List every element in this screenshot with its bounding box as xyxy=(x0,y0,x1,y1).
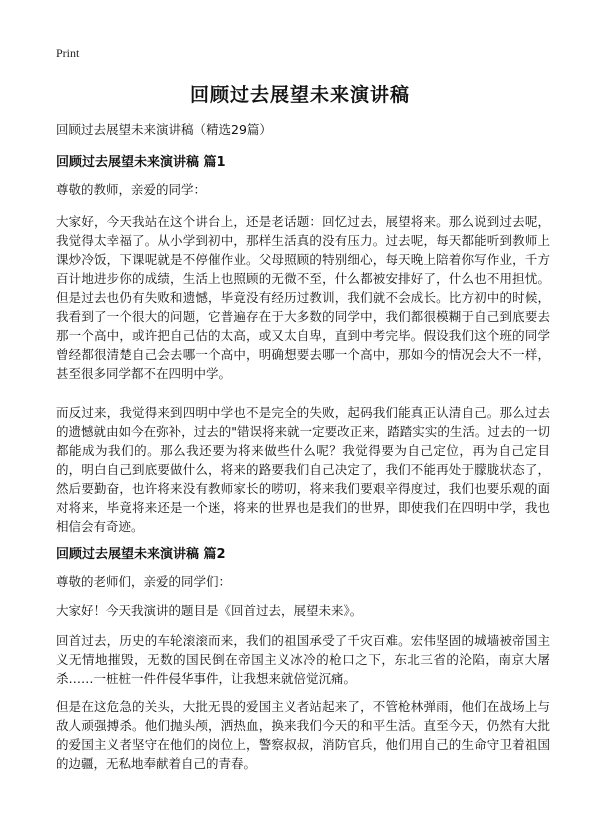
print-link[interactable]: Print xyxy=(56,46,80,60)
paragraph: 而反过来，我觉得来到四明中学也不是完全的失败，起码我们能真正认清自己。那么过去的遗憾就由如今在弥补，过去的"错误将来就一定要改正来，踏踏实实的生活。过去的一切都能成为我们的。那么我还要为将来做些什么呢？我觉得要为自己定位，再为自己定目的，明白自己到底要做什么，将来的路要我们自己决定了，我们不能再处于朦胧状态了，然后要勤奋，也许将来没有教师家长的唠叨，将来我们要艰辛得度过，我们也要乐观的面对将来，毕竟将来还是一个迷，将来的世界也是我们的世界，即使我们在四明中学，我也相信会有奇迹。 xyxy=(56,405,550,534)
paragraph: 大家好，今天我站在这个讲台上，还是老话题：回忆过去，展望将来。那么说到过去呢，我觉得太幸福了。从小学到初中，那样生活真的没有压力。过去呢，每天都能听到教师上课炒冷饭，下课呢就是不停催作业。父母照顾的特别细心，每天晚上陪着你写作业，千方百计地进步你的成绩，生活上也照顾的无微不至，什么都被安排好了，什么也不用担忧。但是过去也仍有失败和遗憾，毕竟没有经历过教训，我们就不会成长。比方初中的时候，我看到了一个很大的问题，它普遍存在于大多数的同学中，我们都很模糊于自己到底要去那一个高中，或许把自己估的太高，或又太自卑，直到中考完毕。假设我们这个班的同学曾经都很清楚自己会去哪一个高中，明确想要去哪一个高中，那如今的情况会大不一样，甚至很多同学都不在四明中学。 xyxy=(56,214,550,381)
section-heading: 回顾过去展望未来演讲稿 篇2 xyxy=(56,547,226,562)
paragraph: 尊敬的教师，亲爱的同学： xyxy=(56,182,207,197)
paragraph: 回首过去，历史的车轮滚滚而来，我们的祖国承受了千灾百难。宏伟坚固的城墙被帝国主义无情地摧毁，无数的国民倒在帝国主义冰冷的枪口之下，东北三省的沦陷，南京大屠杀……一桩桩一件件侵华事件，让我想来就倍觉沉痛。 xyxy=(56,633,550,686)
document-title: 回顾过去展望未来演讲稿 xyxy=(189,84,410,106)
section-heading: 回顾过去展望未来演讲稿 篇1 xyxy=(56,155,226,170)
document-subtitle: 回顾过去展望未来演讲稿（精选29篇） xyxy=(56,122,272,137)
paragraph: 但是在这危急的关头，大批无畏的爱国主义者站起来了，不管枪林弹雨，他们在战场上与敌人顽强搏杀。他们抛头颅，洒热血，换来我们今天的和平生活。直至今天，仍然有大批的爱国主义者坚守在他们的岗位上，警察叔叔，消防官兵，他们用自己的生命守卫着祖国的边疆，无私地奉献着自己的青春。 xyxy=(56,699,550,771)
paragraph: 尊敬的老师们，亲爱的同学们： xyxy=(56,574,232,589)
paragraph: 大家好！今天我演讲的题目是《回首过去，展望未来》。 xyxy=(56,603,363,618)
